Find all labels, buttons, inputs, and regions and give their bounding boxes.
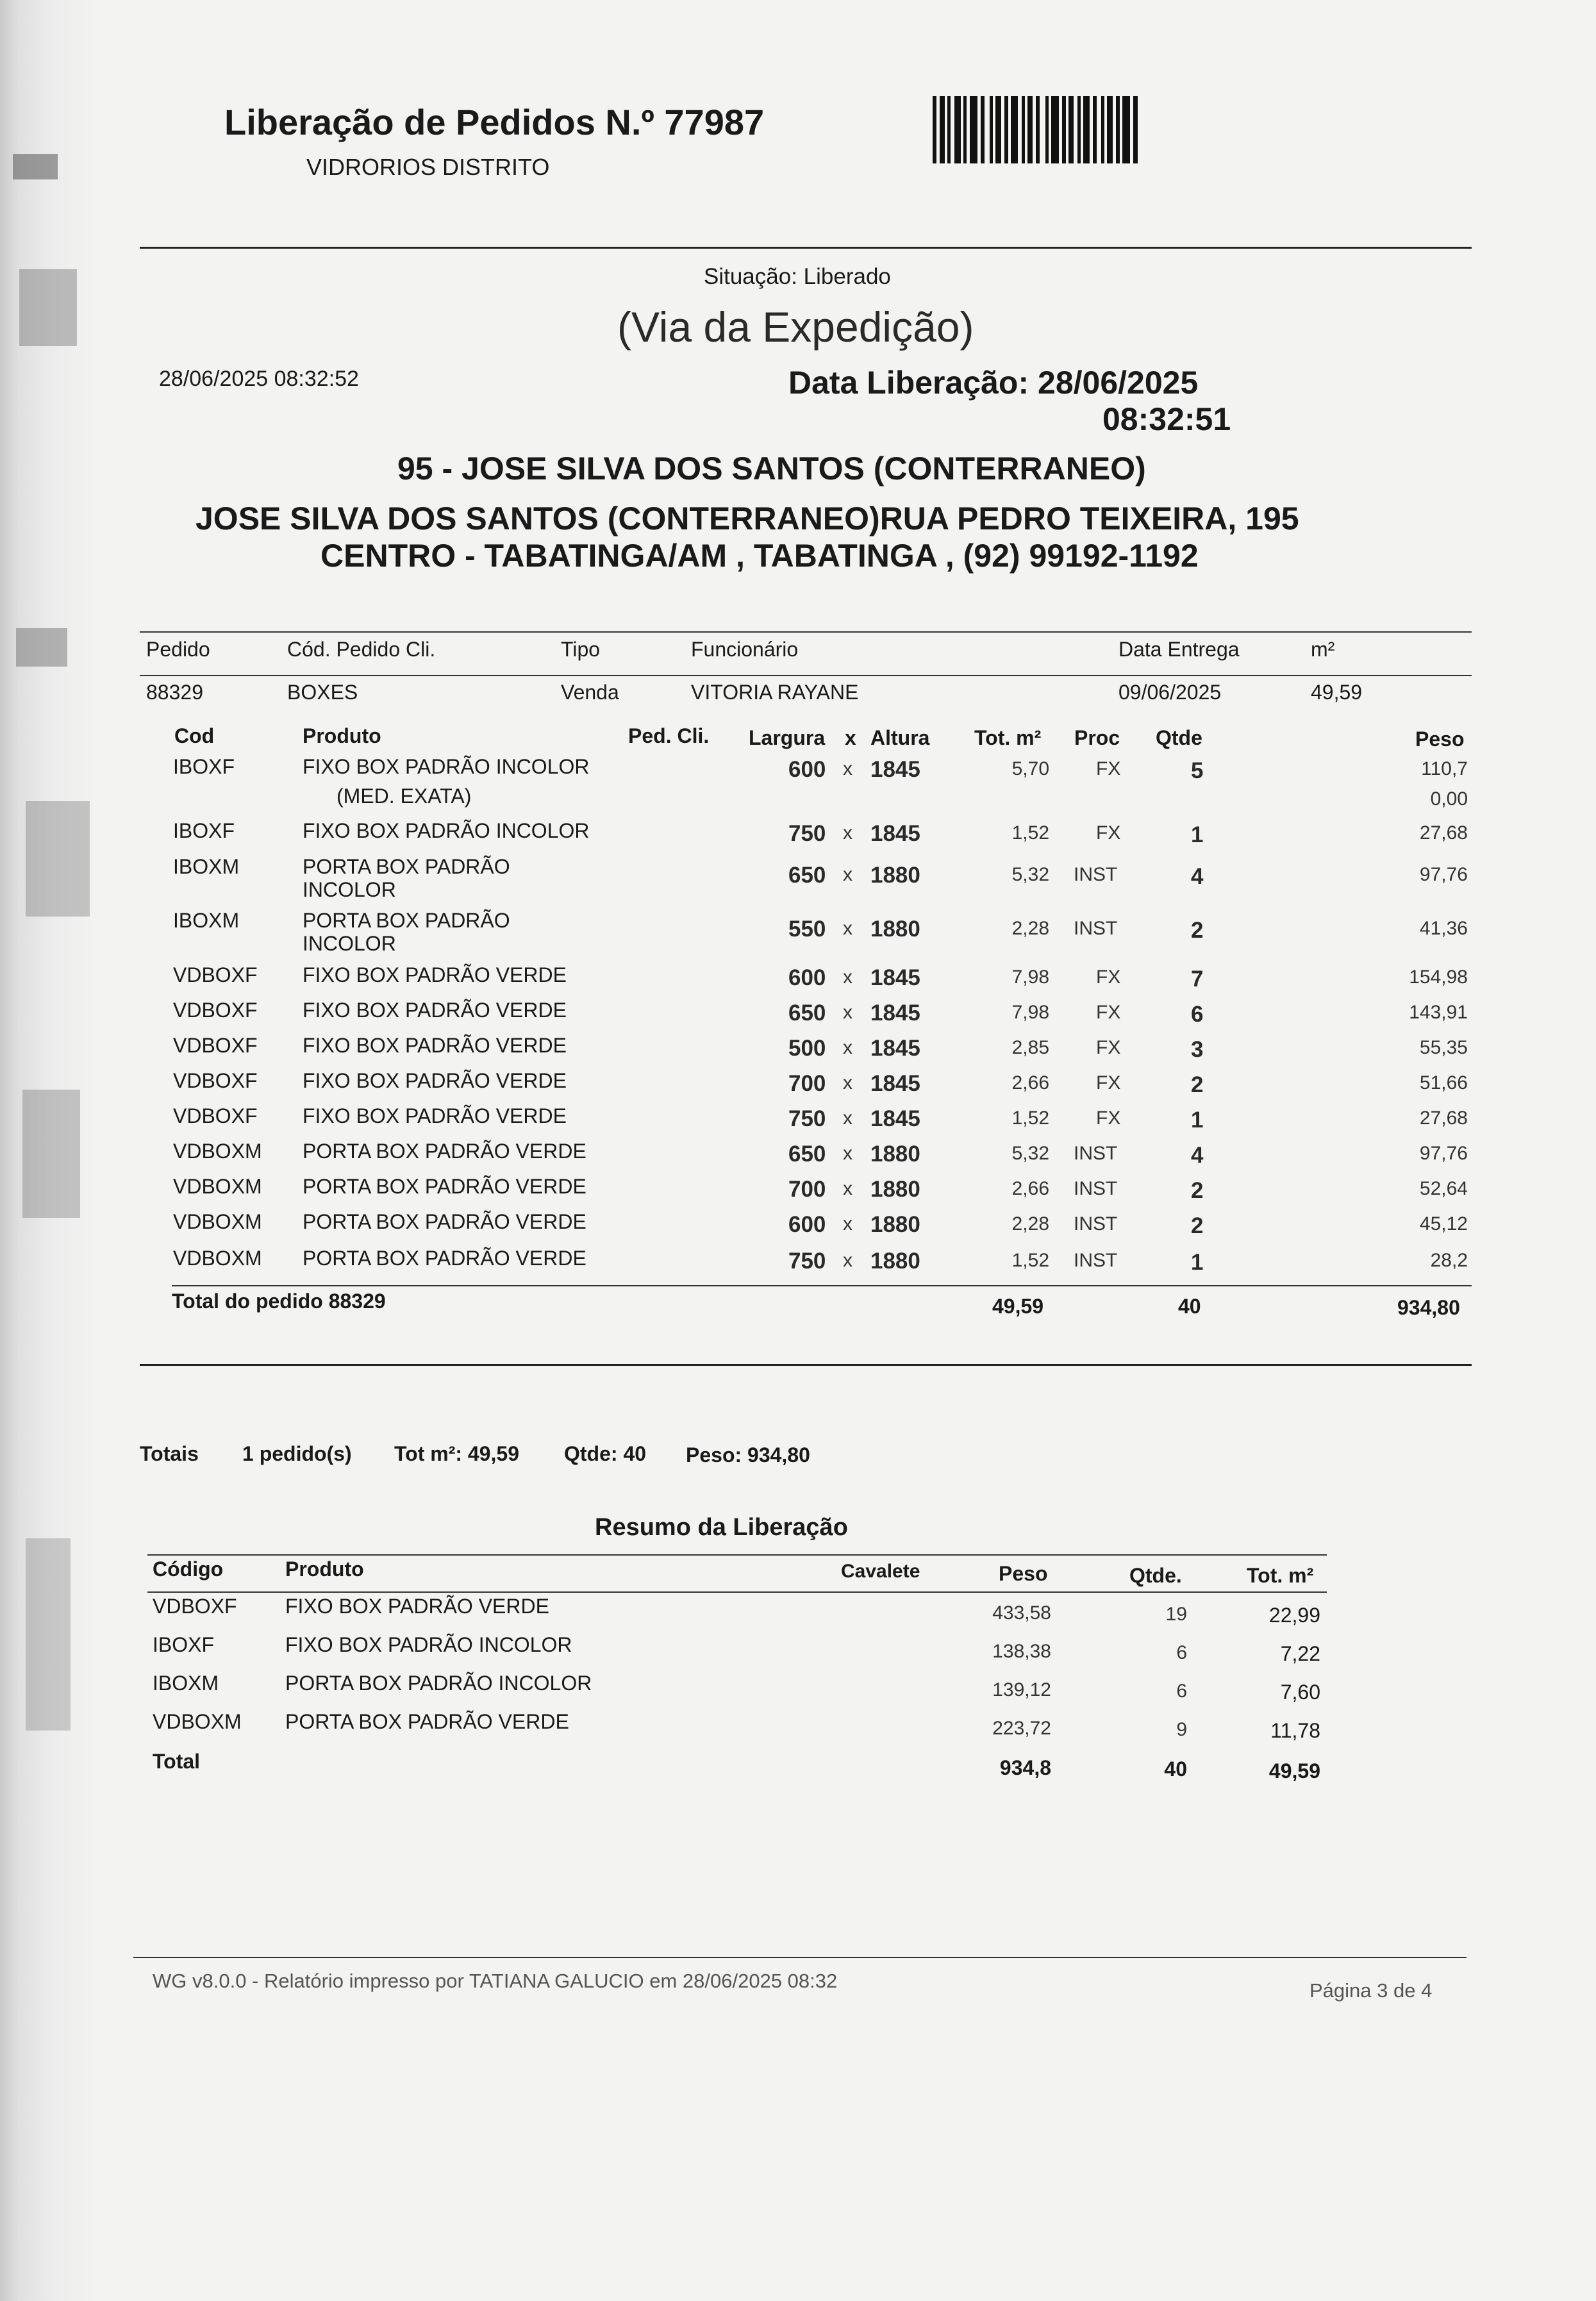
item-peso: 97,76 (1419, 864, 1468, 885)
item-largura: 750 (788, 1249, 826, 1274)
item-altura: 1845 (870, 821, 920, 846)
resumo-total-qtde: 40 (1164, 1757, 1187, 1781)
item-peso: 41,36 (1419, 918, 1468, 939)
resumo-codigo: IBOXM (153, 1672, 219, 1695)
resumo-peso: 433,58 (992, 1602, 1051, 1624)
item-peso: 51,66 (1419, 1072, 1468, 1093)
scan-artifact (13, 154, 58, 179)
items-col-x: x (845, 726, 856, 749)
divider (133, 1957, 1467, 1958)
item-tot-m2: 2,66 (1011, 1072, 1049, 1093)
item-proc: FX (1096, 1037, 1121, 1058)
item-altura: 1880 (870, 1249, 920, 1274)
totais-label: Totais (140, 1442, 199, 1465)
item-produto-line2: INCOLOR (303, 932, 396, 955)
item-largura: 500 (788, 1036, 826, 1061)
resumo-col-produto: Produto (285, 1558, 364, 1581)
item-produto: FIXO BOX PADRÃO INCOLOR (303, 819, 590, 842)
resumo-codigo: VDBOXF (153, 1595, 237, 1618)
item-produto: PORTA BOX PADRÃO (303, 909, 510, 932)
item-peso: 27,68 (1419, 1108, 1468, 1129)
item-proc: INST (1074, 864, 1118, 885)
item-cod: IBOXM (173, 855, 240, 878)
item-proc: INST (1074, 1213, 1118, 1234)
item-altura: 1880 (870, 917, 920, 942)
order-total-label: Total do pedido 88329 (172, 1290, 386, 1313)
resumo-tot-m2: 22,99 (1268, 1604, 1320, 1627)
resumo-col-tot-m2: Tot. m² (1247, 1564, 1314, 1587)
divider (140, 247, 1472, 249)
resumo-col-cavalete: Cavalete (841, 1561, 920, 1582)
item-proc: FX (1096, 822, 1121, 843)
item-x: x (843, 864, 852, 885)
resumo-qtde: 6 (1176, 1681, 1187, 1702)
col-tipo: Tipo (561, 638, 601, 661)
item-tot-m2: 2,28 (1011, 918, 1049, 939)
resumo-tot-m2: 11,78 (1270, 1719, 1320, 1742)
item-qtde: 4 (1191, 864, 1204, 889)
item-largura: 600 (788, 1212, 826, 1237)
item-proc: INST (1074, 1143, 1118, 1164)
item-cod: IBOXF (173, 819, 235, 842)
item-proc: FX (1096, 1072, 1121, 1093)
data-liberacao-time: 08:32:51 (1102, 401, 1231, 437)
item-largura: 750 (788, 1106, 826, 1131)
item-x: x (843, 1072, 852, 1093)
item-peso: 110,7 (1421, 758, 1468, 779)
item-x: x (843, 1250, 852, 1271)
divider (147, 1554, 1327, 1556)
col-funcionario: Funcionário (691, 638, 799, 661)
item-altura: 1845 (870, 1001, 920, 1026)
m2-value: 49,59 (1311, 681, 1363, 704)
item-proc: FX (1096, 758, 1121, 779)
items-col-cod: Cod (174, 724, 215, 747)
item-produto: FIXO BOX PADRÃO VERDE (303, 1069, 567, 1092)
item-tot-m2: 5,70 (1011, 758, 1049, 779)
item-peso: 45,12 (1419, 1213, 1468, 1234)
item-tot-m2: 1,52 (1011, 1108, 1049, 1129)
item-produto: FIXO BOX PADRÃO INCOLOR (303, 755, 590, 778)
item-qtde: 1 (1191, 1250, 1204, 1275)
resumo-qtde: 19 (1165, 1604, 1187, 1625)
item-peso: 27,68 (1419, 822, 1468, 843)
resumo-total-tot-m2: 49,59 (1268, 1759, 1320, 1782)
resumo-qtde: 9 (1176, 1719, 1187, 1740)
item-x: x (843, 1213, 852, 1234)
item-proc: INST (1074, 1250, 1118, 1271)
order-total-qtde: 40 (1178, 1295, 1201, 1318)
item-tot-m2: 5,32 (1011, 864, 1049, 885)
item-largura: 750 (788, 821, 826, 846)
item-produto: FIXO BOX PADRÃO VERDE (303, 1104, 567, 1127)
pedido-value: 88329 (146, 681, 203, 704)
item-tot-m2: 2,66 (1011, 1178, 1049, 1199)
address-line-1: JOSE SILVA DOS SANTOS (CONTERRANEO)RUA PEDRO TEIXEIRA, 195 (195, 501, 1299, 536)
item-proc: INST (1074, 918, 1118, 939)
item-produto-line2: (MED. EXATA) (337, 785, 472, 808)
situacao: Situação: Liberado (704, 264, 891, 289)
item-altura: 1880 (870, 1142, 920, 1167)
item-tot-m2: 7,98 (1011, 967, 1049, 988)
resumo-col-qtde: Qtde. (1129, 1564, 1182, 1587)
address-line-2: CENTRO - TABATINGA/AM , TABATINGA , (92) 99192-1192 (320, 538, 1199, 574)
scan-artifact (26, 801, 90, 917)
item-altura: 1845 (870, 757, 920, 782)
resumo-col-codigo: Código (153, 1558, 224, 1581)
item-tot-m2: 2,85 (1011, 1037, 1049, 1058)
items-col-ped-cli: Ped. Cli. (628, 724, 710, 747)
scan-artifact (16, 628, 67, 667)
items-col-produto: Produto (303, 724, 381, 747)
item-qtde: 4 (1191, 1143, 1204, 1168)
client-line: 95 - JOSE SILVA DOS SANTOS (CONTERRANEO) (397, 451, 1146, 486)
item-qtde: 2 (1191, 1178, 1204, 1203)
item-cod: VDBOXF (173, 999, 258, 1022)
scan-artifact (19, 269, 77, 346)
resumo-codigo: VDBOXM (153, 1710, 242, 1733)
item-altura: 1880 (870, 1177, 920, 1202)
item-altura: 1845 (870, 1071, 920, 1096)
item-proc: FX (1096, 1108, 1121, 1129)
item-qtde: 1 (1191, 822, 1204, 847)
resumo-tot-m2: 7,60 (1280, 1681, 1320, 1704)
funcionario-value: VITORIA RAYANE (691, 681, 859, 704)
totais-qtde: Qtde: 40 (564, 1442, 647, 1465)
data-entrega-value: 09/06/2025 (1118, 681, 1222, 704)
item-cod: VDBOXM (173, 1210, 262, 1233)
item-x: x (843, 1002, 852, 1023)
resumo-codigo: IBOXF (153, 1633, 215, 1656)
footer-printed-by: WG v8.0.0 - Relatório impresso por TATIANA GALUCIO em 28/06/2025 08:32 (153, 1970, 838, 1992)
col-cod-pedido-cli: Cód. Pedido Cli. (287, 638, 436, 661)
item-produto: PORTA BOX PADRÃO VERDE (303, 1140, 586, 1163)
item-tot-m2: 2,28 (1011, 1213, 1049, 1234)
item-qtde: 6 (1191, 1002, 1204, 1027)
document-title: Liberação de Pedidos N.º 77987 (224, 102, 765, 142)
printed-datetime: 28/06/2025 08:32:52 (159, 367, 359, 391)
resumo-peso: 139,12 (992, 1679, 1051, 1700)
item-peso-line2: 0,00 (1430, 788, 1468, 810)
barcode-icon (933, 96, 1167, 163)
item-proc: INST (1074, 1178, 1118, 1199)
cod-pedido-cli-value: BOXES (287, 681, 358, 704)
item-proc: FX (1096, 967, 1121, 988)
item-largura: 650 (788, 1001, 826, 1026)
resumo-produto: FIXO BOX PADRÃO VERDE (285, 1595, 549, 1618)
item-proc: FX (1096, 1002, 1121, 1023)
resumo-peso: 223,72 (992, 1718, 1051, 1739)
item-x: x (843, 822, 852, 843)
item-produto: PORTA BOX PADRÃO VERDE (303, 1247, 586, 1270)
item-largura: 600 (788, 965, 826, 990)
item-tot-m2: 5,32 (1011, 1143, 1049, 1164)
col-data-entrega: Data Entrega (1118, 638, 1240, 661)
item-qtde: 3 (1191, 1037, 1204, 1062)
totais-peso: Peso: 934,80 (686, 1443, 810, 1466)
resumo-peso: 138,38 (992, 1641, 1051, 1662)
item-largura: 700 (788, 1177, 826, 1202)
item-x: x (843, 918, 852, 939)
totais-m2: Tot m²: 49,59 (394, 1442, 519, 1465)
resumo-produto: PORTA BOX PADRÃO INCOLOR (285, 1672, 592, 1695)
item-cod: VDBOXF (173, 1069, 258, 1092)
resumo-title: Resumo da Liberação (595, 1514, 848, 1541)
tipo-value: Venda (561, 681, 619, 704)
item-cod: VDBOXF (173, 1104, 258, 1127)
divider (140, 631, 1472, 633)
item-qtde: 1 (1191, 1108, 1204, 1133)
item-x: x (843, 1178, 852, 1199)
data-liberacao: Data Liberação: 28/06/2025 (788, 365, 1199, 401)
scan-artifact (26, 1538, 71, 1731)
resumo-produto: PORTA BOX PADRÃO VERDE (285, 1710, 569, 1733)
footer-page-number: Página 3 de 4 (1309, 1979, 1433, 2002)
order-total-m2: 49,59 (992, 1295, 1044, 1318)
item-cod: VDBOXM (173, 1140, 262, 1163)
scan-artifact (22, 1090, 80, 1218)
item-tot-m2: 1,52 (1011, 1250, 1049, 1271)
item-x: x (843, 1143, 852, 1164)
item-produto: FIXO BOX PADRÃO VERDE (303, 1034, 567, 1057)
items-col-qtde: Qtde (1156, 726, 1202, 749)
item-largura: 650 (788, 863, 826, 888)
item-cod: IBOXF (173, 755, 235, 778)
item-produto: FIXO BOX PADRÃO VERDE (303, 963, 567, 986)
item-peso: 97,76 (1419, 1143, 1468, 1164)
col-pedido: Pedido (146, 638, 210, 661)
resumo-tot-m2: 7,22 (1280, 1642, 1320, 1665)
item-altura: 1880 (870, 1212, 920, 1237)
item-peso: 143,91 (1409, 1002, 1468, 1023)
item-qtde: 7 (1191, 967, 1204, 992)
item-altura: 1845 (870, 965, 920, 990)
company-name: VIDRORIOS DISTRITO (306, 154, 550, 180)
divider (140, 1364, 1472, 1366)
item-altura: 1880 (870, 863, 920, 888)
resumo-qtde: 6 (1176, 1642, 1187, 1663)
divider (147, 1591, 1327, 1593)
item-produto: PORTA BOX PADRÃO VERDE (303, 1175, 586, 1198)
item-peso: 154,98 (1409, 967, 1468, 988)
item-largura: 600 (788, 757, 826, 782)
item-peso: 55,35 (1419, 1037, 1468, 1058)
items-col-largura: Largura (749, 726, 826, 749)
item-x: x (843, 1037, 852, 1058)
item-produto: FIXO BOX PADRÃO VERDE (303, 999, 567, 1022)
order-total-peso: 934,80 (1397, 1296, 1460, 1319)
resumo-total-peso: 934,8 (999, 1756, 1051, 1779)
item-tot-m2: 7,98 (1011, 1002, 1049, 1023)
item-tot-m2: 1,52 (1011, 822, 1049, 843)
resumo-col-peso: Peso (999, 1562, 1048, 1585)
item-produto-line2: INCOLOR (303, 878, 396, 901)
item-cod: IBOXM (173, 909, 240, 932)
item-cod: VDBOXM (173, 1247, 262, 1270)
items-col-tot-m2: Tot. m² (974, 726, 1042, 749)
resumo-total-label: Total (153, 1750, 201, 1773)
item-peso: 52,64 (1419, 1178, 1468, 1199)
resumo-produto: FIXO BOX PADRÃO INCOLOR (285, 1633, 572, 1656)
divider (172, 1285, 1472, 1286)
item-largura: 550 (788, 917, 826, 942)
item-x: x (843, 758, 852, 779)
item-peso: 28,2 (1430, 1250, 1468, 1271)
item-cod: VDBOXM (173, 1175, 262, 1198)
item-qtde: 2 (1191, 918, 1204, 943)
item-qtde: 2 (1191, 1213, 1204, 1238)
items-col-peso: Peso (1415, 727, 1465, 751)
items-col-proc: Proc (1074, 726, 1120, 749)
item-produto: PORTA BOX PADRÃO (303, 855, 510, 878)
totais-pedidos: 1 pedido(s) (242, 1442, 352, 1465)
item-cod: VDBOXF (173, 1034, 258, 1057)
via-expedicao: (Via da Expedição) (617, 303, 974, 351)
col-m2: m² (1311, 638, 1335, 661)
item-x: x (843, 1108, 852, 1129)
item-produto: PORTA BOX PADRÃO VERDE (303, 1210, 586, 1233)
item-x: x (843, 967, 852, 988)
divider (140, 675, 1472, 676)
items-col-altura: Altura (870, 726, 930, 749)
item-largura: 650 (788, 1142, 826, 1167)
item-qtde: 2 (1191, 1072, 1204, 1097)
item-qtde: 5 (1191, 758, 1204, 783)
item-cod: VDBOXF (173, 963, 258, 986)
item-altura: 1845 (870, 1106, 920, 1131)
item-largura: 700 (788, 1071, 826, 1096)
item-altura: 1845 (870, 1036, 920, 1061)
